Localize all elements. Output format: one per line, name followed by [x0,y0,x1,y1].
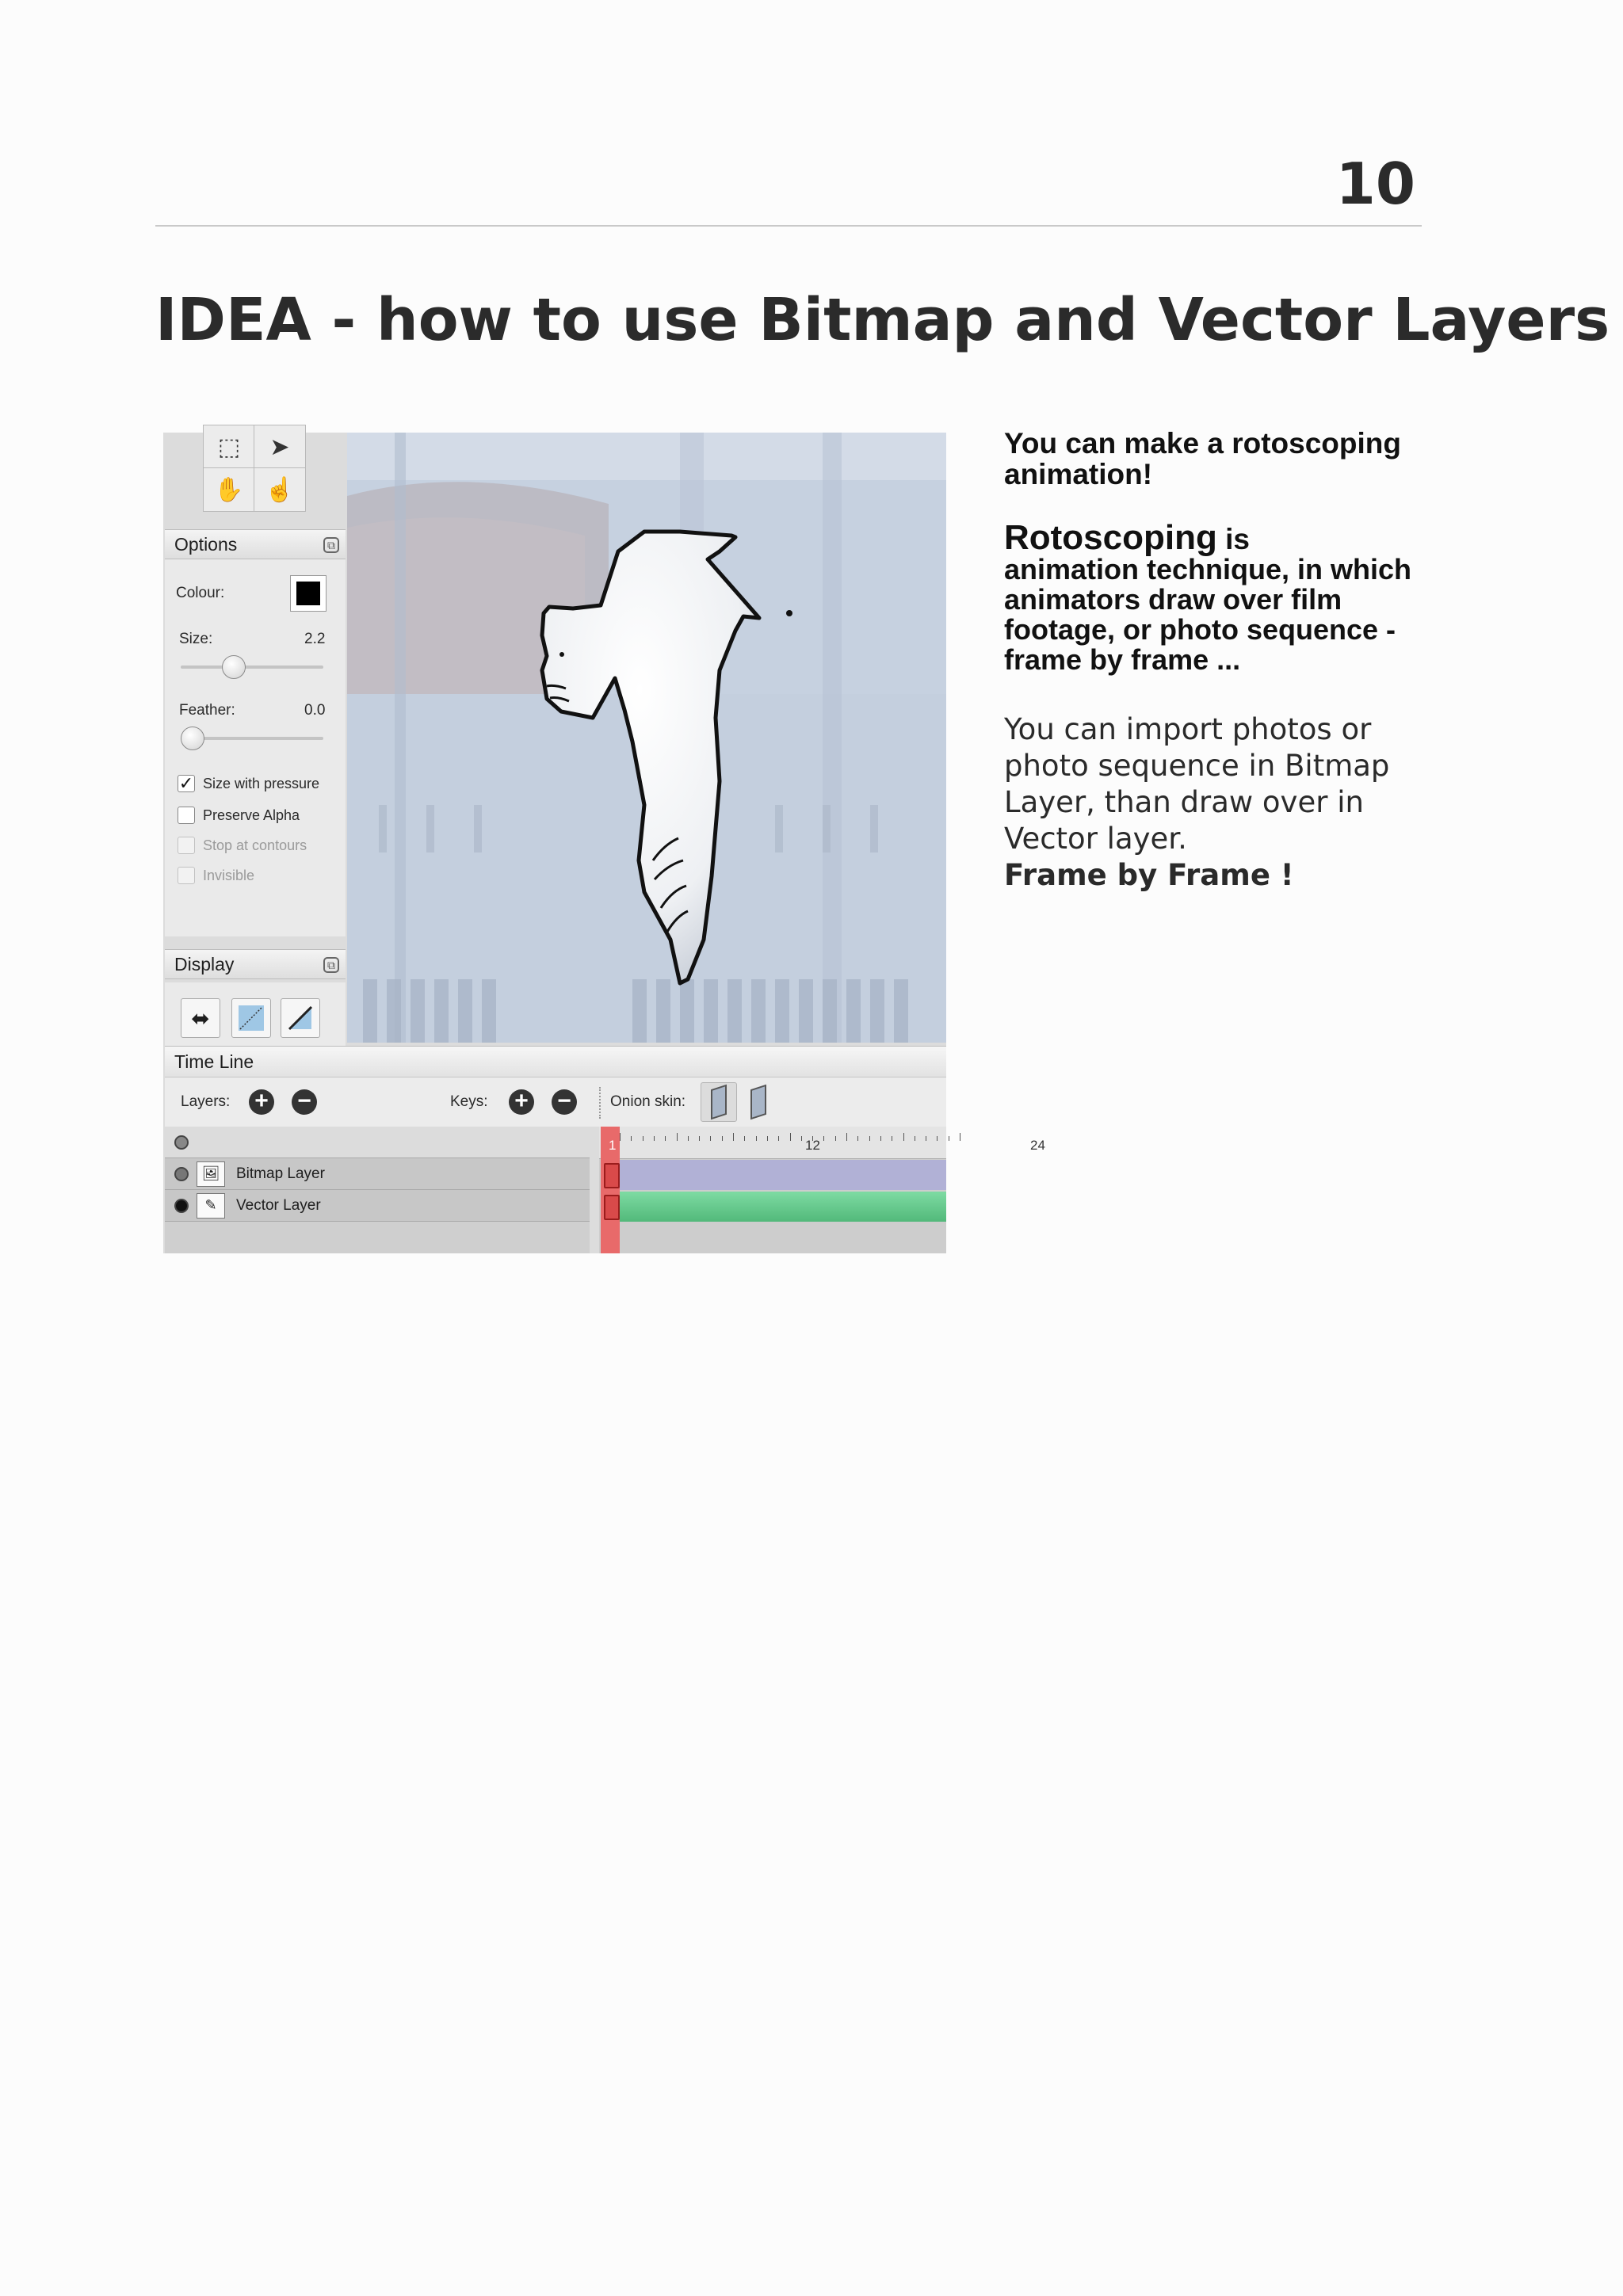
display-panel-header [165,949,346,979]
pointer-icon[interactable] [254,425,306,469]
size-label: Size: [179,631,213,647]
side-text [1004,428,1448,894]
rotoscoping-definition-text: animation technique, in which animators draw over film footage, or photo sequence - frame by frame ... [1004,553,1412,676]
import-instructions: You can import photos or photo sequence in Bitmap Layer, than draw over in Vector layer. [1004,712,1390,856]
ruler-tick [654,1136,655,1141]
header-rule [155,225,1422,227]
stop-at-contours-label: Stop at contours [203,837,307,853]
timeline-toolbar [165,1077,946,1127]
vector-visibility-icon[interactable] [174,1199,189,1213]
layer-list [165,1127,590,1253]
display-title: Display [174,953,235,974]
rotoscoping-is: is [1216,523,1250,555]
ruler-tick [857,1136,858,1141]
size-slider-knob[interactable] [222,655,246,679]
size-with-pressure-checkbox[interactable]: ✓ [178,773,194,793]
preserve-alpha-label: Preserve Alpha [203,807,300,823]
hand-glyph: ✋ [214,476,244,503]
stop-at-contours-checkbox[interactable] [178,837,195,854]
ruler-tick [937,1136,938,1141]
onion-prev-glyph [711,1085,727,1119]
ruler-tick [620,1133,621,1141]
frame-grid[interactable] [599,1127,1045,1253]
outlines-icon[interactable] [281,998,320,1038]
options-panel-header [165,529,346,559]
ruler-tick [733,1133,734,1141]
ruler-label-24: 24 [1030,1138,1045,1153]
colour-swatch[interactable] [290,575,327,612]
bitmap-layer-icon: 🖼 [197,1161,225,1187]
rotoscoping-definition [1004,518,1448,676]
ruler-label-1: 1 [609,1138,617,1153]
add-layer-button[interactable]: + [249,1089,274,1115]
ruler-tick [722,1136,723,1141]
vector-keyframe[interactable] [604,1195,620,1220]
layers-label: Layers: [181,1093,231,1110]
ruler-tick [869,1136,870,1141]
ruler-tick [880,1136,881,1141]
ruler-tick [677,1133,678,1141]
vector-layer-icon: ✎ [197,1193,225,1219]
preserve-alpha-checkbox[interactable] [178,807,195,824]
app-screenshot [163,433,1045,1253]
invisible-checkbox[interactable] [178,867,195,884]
horizontal-flip-icon[interactable]: ⬌ [181,998,220,1038]
ruler-tick [801,1136,802,1141]
options-panel [165,559,346,936]
ruler-tick [710,1136,711,1141]
ruler-label-12: 12 [805,1138,820,1153]
frame-by-frame-emphasis: Frame by Frame ! [1004,858,1294,892]
bitmap-visibility-icon[interactable] [174,1167,189,1181]
display-dock-icon[interactable]: ⧉ [323,957,339,973]
rotoscoping-term: Rotoscoping [1004,518,1217,557]
ruler-tick [665,1136,666,1141]
options-dock-icon[interactable]: ⧉ [323,537,339,553]
ruler-tick [846,1133,847,1141]
select-icon[interactable] [203,425,255,469]
remove-key-button[interactable]: − [552,1089,577,1115]
ruler-tick [631,1136,632,1141]
thin-lines-glyph [237,1004,265,1032]
ruler-tick [903,1133,904,1141]
vector-layer-name: Vector Layer [236,1196,321,1214]
feather-slider-knob[interactable] [181,727,204,750]
bitmap-keyframe[interactable] [604,1163,620,1188]
ruler-tick [688,1136,689,1141]
ruler-tick [835,1136,836,1141]
layer-list-header [165,1127,590,1158]
size-value: 2.2 [304,631,326,647]
timeline-header [165,1046,946,1077]
thin-lines-icon[interactable] [231,998,271,1038]
all-layers-visibility-icon[interactable] [174,1135,189,1150]
layer-row-vector[interactable] [165,1190,590,1222]
hand-icon[interactable] [203,467,255,512]
toolbar-separator [599,1087,601,1119]
canvas-scene [347,433,946,1043]
smudge-icon[interactable] [254,467,306,512]
ruler-tick [823,1136,824,1141]
onion-skin-label: Onion skin: [610,1093,686,1110]
page-title: IDEA - how to use Bitmap and Vector Layers [155,286,1610,354]
add-key-button[interactable]: + [509,1089,534,1115]
smudge-glyph: ☝ [265,476,295,503]
drawing-canvas[interactable] [347,433,946,1043]
onion-skin-next-icon[interactable] [740,1082,777,1122]
ruler-tick [767,1136,768,1141]
size-slider[interactable] [181,666,323,669]
timeline-title: Time Line [174,1051,254,1072]
size-with-pressure-label: Size with pressure [203,776,320,791]
outlines-glyph [286,1004,315,1032]
remove-layer-button[interactable]: − [292,1089,317,1115]
feather-label: Feather: [179,702,235,719]
feather-value: 0.0 [304,702,326,719]
ruler-tick [778,1136,779,1141]
bitmap-layer-name: Bitmap Layer [236,1165,325,1182]
bitmap-layer-track[interactable] [620,1160,946,1190]
select-glyph: ⬚ [217,433,241,460]
feather-slider[interactable] [181,737,323,740]
invisible-label: Invisible [203,868,255,883]
intro-text: You can make a rotoscoping animation! [1004,427,1401,490]
options-title: Options [174,533,238,555]
keys-label: Keys: [450,1093,488,1110]
onion-skin-previous-icon[interactable] [701,1082,737,1122]
page-number: 10 [1335,151,1415,217]
ruler-tick [756,1136,757,1141]
layer-row-bitmap[interactable] [165,1158,590,1190]
tool-palette [203,433,307,521]
onion-next-glyph [750,1085,766,1119]
vector-layer-track[interactable] [620,1192,946,1222]
ruler-tick [744,1136,745,1141]
colour-swatch-fill [296,582,320,605]
ruler-tick [699,1136,700,1141]
ruler-tick [790,1133,791,1141]
frame-ruler [599,1127,1045,1159]
pointer-glyph: ➤ [269,433,290,460]
colour-label: Colour: [176,585,225,601]
